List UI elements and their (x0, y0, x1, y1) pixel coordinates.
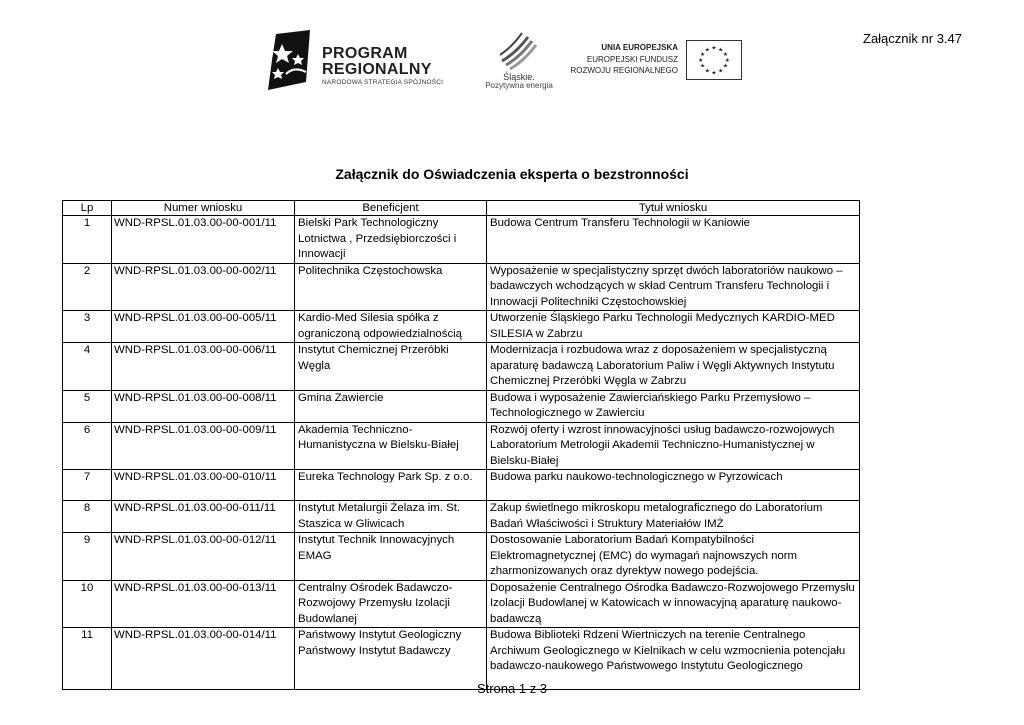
cell-lp: 2 (63, 263, 112, 311)
cell-number: WND-RPSL.01.03.00-00-013/11 (112, 580, 295, 628)
cell-lp: 7 (63, 470, 112, 501)
cell-lp: 6 (63, 422, 112, 470)
cell-lp: 8 (63, 501, 112, 533)
table-row (63, 390, 860, 422)
cell-lp: 9 (63, 533, 112, 581)
cell-beneficiary: Eureka Technology Park Sp. z o.o. (295, 470, 487, 501)
page-number: Strona 1 z 3 (476, 681, 548, 696)
document-title: Załącznik do Oświadczenia eksperta o bezstronności (335, 166, 689, 182)
cell-title: Zakup świetlnego mikroskopu metalograficznego do Laboratorium Badań Właściwości i Struktury Materiałów IMŻ (487, 501, 860, 533)
cell-beneficiary: Bielski Park Technologiczny Lotnictwa , Przedsiębiorczości i Innowacji (295, 216, 487, 264)
cell-number: WND-RPSL.01.03.00-00-010/11 (112, 470, 295, 501)
cell-beneficiary: Kardio-Med Silesia spółka z ograniczoną odpowiedzialnością (295, 311, 487, 343)
svg-text:★: ★ (711, 45, 717, 52)
cell-lp: 1 (63, 216, 112, 264)
table-row (63, 311, 860, 343)
cell-number: WND-RPSL.01.03.00-00-002/11 (112, 263, 295, 311)
cell-beneficiary: Państwowy Instytut Geologiczny Państwowy Instytut Badawczy (295, 628, 487, 690)
cell-number: WND-RPSL.01.03.00-00-001/11 (112, 216, 295, 264)
eu-logo-line2: EUROPEJSKI FUNDUSZ (586, 55, 678, 64)
program-logo-subtitle: NARODOWA STRATEGIA SPÓJNOŚCI (322, 79, 444, 86)
attachment-label: Załącznik nr 3.47 (863, 31, 962, 46)
slaskie-logo-slogan: Pozytywna energia (485, 81, 553, 90)
cell-beneficiary: Akademia Techniczno-Humanistyczna w Bielsku-Białej (295, 422, 487, 470)
cell-lp: 10 (63, 580, 112, 628)
column-header-title: Tytuł wniosku (487, 201, 860, 216)
cell-lp: 5 (63, 390, 112, 422)
cell-lp: 4 (63, 343, 112, 391)
svg-text:★: ★ (700, 63, 706, 70)
cell-beneficiary: Gmina Zawiercie (295, 390, 487, 422)
cell-beneficiary: Instytut Technik Innowacyjnych EMAG (295, 533, 487, 581)
program-logo-line2: REGIONALNY (322, 61, 432, 78)
eu-logo-line3: ROZWOJU REGIONALNEGO (570, 66, 678, 75)
column-header-beneficiary: Beneficjent (295, 201, 487, 216)
svg-text:★: ★ (718, 47, 724, 54)
cell-title: Wyposażenie w specjalistyczny sprzęt dwóch laboratoriów naukowo – badawczych wchodzących w skład Centrum Transferu Technologii i Innowacji Politechniki Częstochowskiej (487, 263, 860, 311)
table-row (63, 216, 860, 264)
svg-text:★: ★ (698, 57, 704, 64)
cell-title: Utworzenie Śląskiego Parku Technologii Medycznych KARDIO-MED SILESIA w Zabrzu (487, 311, 860, 343)
slaskie-wave-icon (498, 31, 540, 71)
cell-number: WND-RPSL.01.03.00-00-012/11 (112, 533, 295, 581)
table-header-row (63, 201, 860, 216)
applications-table (62, 200, 860, 690)
cell-beneficiary: Centralny Ośrodek Badawczo-Rozwojowy Przemysłu Izolacji Budowlanej (295, 580, 487, 628)
table-row (63, 422, 860, 470)
cell-number: WND-RPSL.01.03.00-00-006/11 (112, 343, 295, 391)
cell-number: WND-RPSL.01.03.00-00-009/11 (112, 422, 295, 470)
slaskie-logo-name: Śląskie. (503, 72, 535, 82)
cell-lp: 3 (63, 311, 112, 343)
svg-text:★: ★ (718, 68, 724, 75)
svg-text:★: ★ (711, 70, 717, 77)
table-row (63, 470, 860, 501)
svg-text:★: ★ (722, 52, 728, 59)
cell-lp: 11 (63, 628, 112, 690)
cell-title: Modernizacja i rozbudowa wraz z doposażeniem w specjalistyczną aparaturę badawczą Laboratorium Paliw i Węgli Aktywnych Instytutu Chemicznej Przeróbki Węgla w Zabrzu (487, 343, 860, 391)
cell-title: Doposażenie Centralnego Ośrodka Badawczo-Rozwojowego Przemysłu Izolacji Budowlanej w Katowicach w innowacyjną aparaturę naukowo-badawczą (487, 580, 860, 628)
cell-number: WND-RPSL.01.03.00-00-011/11 (112, 501, 295, 533)
eu-logo (562, 38, 752, 88)
svg-text:★: ★ (724, 57, 730, 64)
program-regionalny-logo (262, 28, 462, 100)
table-row (63, 533, 860, 581)
cell-beneficiary: Instytut Metalurgii Żelaza im. St. Staszica w Gliwicach (295, 501, 487, 533)
cell-beneficiary: Instytut Chemicznej Przeróbki Węgla (295, 343, 487, 391)
svg-text:★: ★ (722, 63, 728, 70)
cell-number: WND-RPSL.01.03.00-00-008/11 (112, 390, 295, 422)
cell-number: WND-RPSL.01.03.00-00-014/11 (112, 628, 295, 690)
cell-title: Budowa Biblioteki Rdzeni Wiertniczych na terenie Centralnego Archiwum Geologicznego w Kielnikach w celu wzmocnienia potencjału badawczo-naukowego Państwowego Instytutu Geologicznego (487, 628, 860, 690)
program-regionalny-emblem-icon (266, 30, 312, 92)
slaskie-logo (486, 28, 552, 100)
program-logo-line1: PROGRAM (322, 45, 408, 62)
cell-title: Dostosowanie Laboratorium Badań Kompatybilności Elektromagnetycznej (EMC) do wymagań najnowszych norm zharmonizowanych oraz dyrektyw nowego podejścia. (487, 533, 860, 581)
table-row (63, 501, 860, 533)
cell-title: Budowa parku naukowo-technologicznego w Pyrzowicach (487, 470, 860, 501)
table-row (63, 343, 860, 391)
cell-title: Rozwój oferty i wzrost innowacyjności usług badawczo-rozwojowych Laboratorium Metrologii Akademii Techniczno-Humanistycznej w Bielsku-Białej (487, 422, 860, 470)
svg-text:★: ★ (704, 47, 710, 54)
column-header-number: Numer wniosku (112, 201, 295, 216)
cell-beneficiary: Politechnika Częstochowska (295, 263, 487, 311)
logos-bar (262, 28, 752, 100)
table-row (63, 263, 860, 311)
column-header-lp: Lp (63, 201, 112, 216)
cell-title: Budowa Centrum Transferu Technologii w Kaniowie (487, 216, 860, 264)
eu-flag-icon (686, 40, 742, 80)
svg-text:★: ★ (700, 52, 706, 59)
eu-logo-line1: UNIA EUROPEJSKA (601, 43, 678, 52)
cell-title: Budowa i wyposażenie Zawierciańskiego Parku Przemysłowo – Technologicznego w Zawierciu (487, 390, 860, 422)
table-row (63, 580, 860, 628)
svg-text:★: ★ (704, 68, 710, 75)
cell-number: WND-RPSL.01.03.00-00-005/11 (112, 311, 295, 343)
